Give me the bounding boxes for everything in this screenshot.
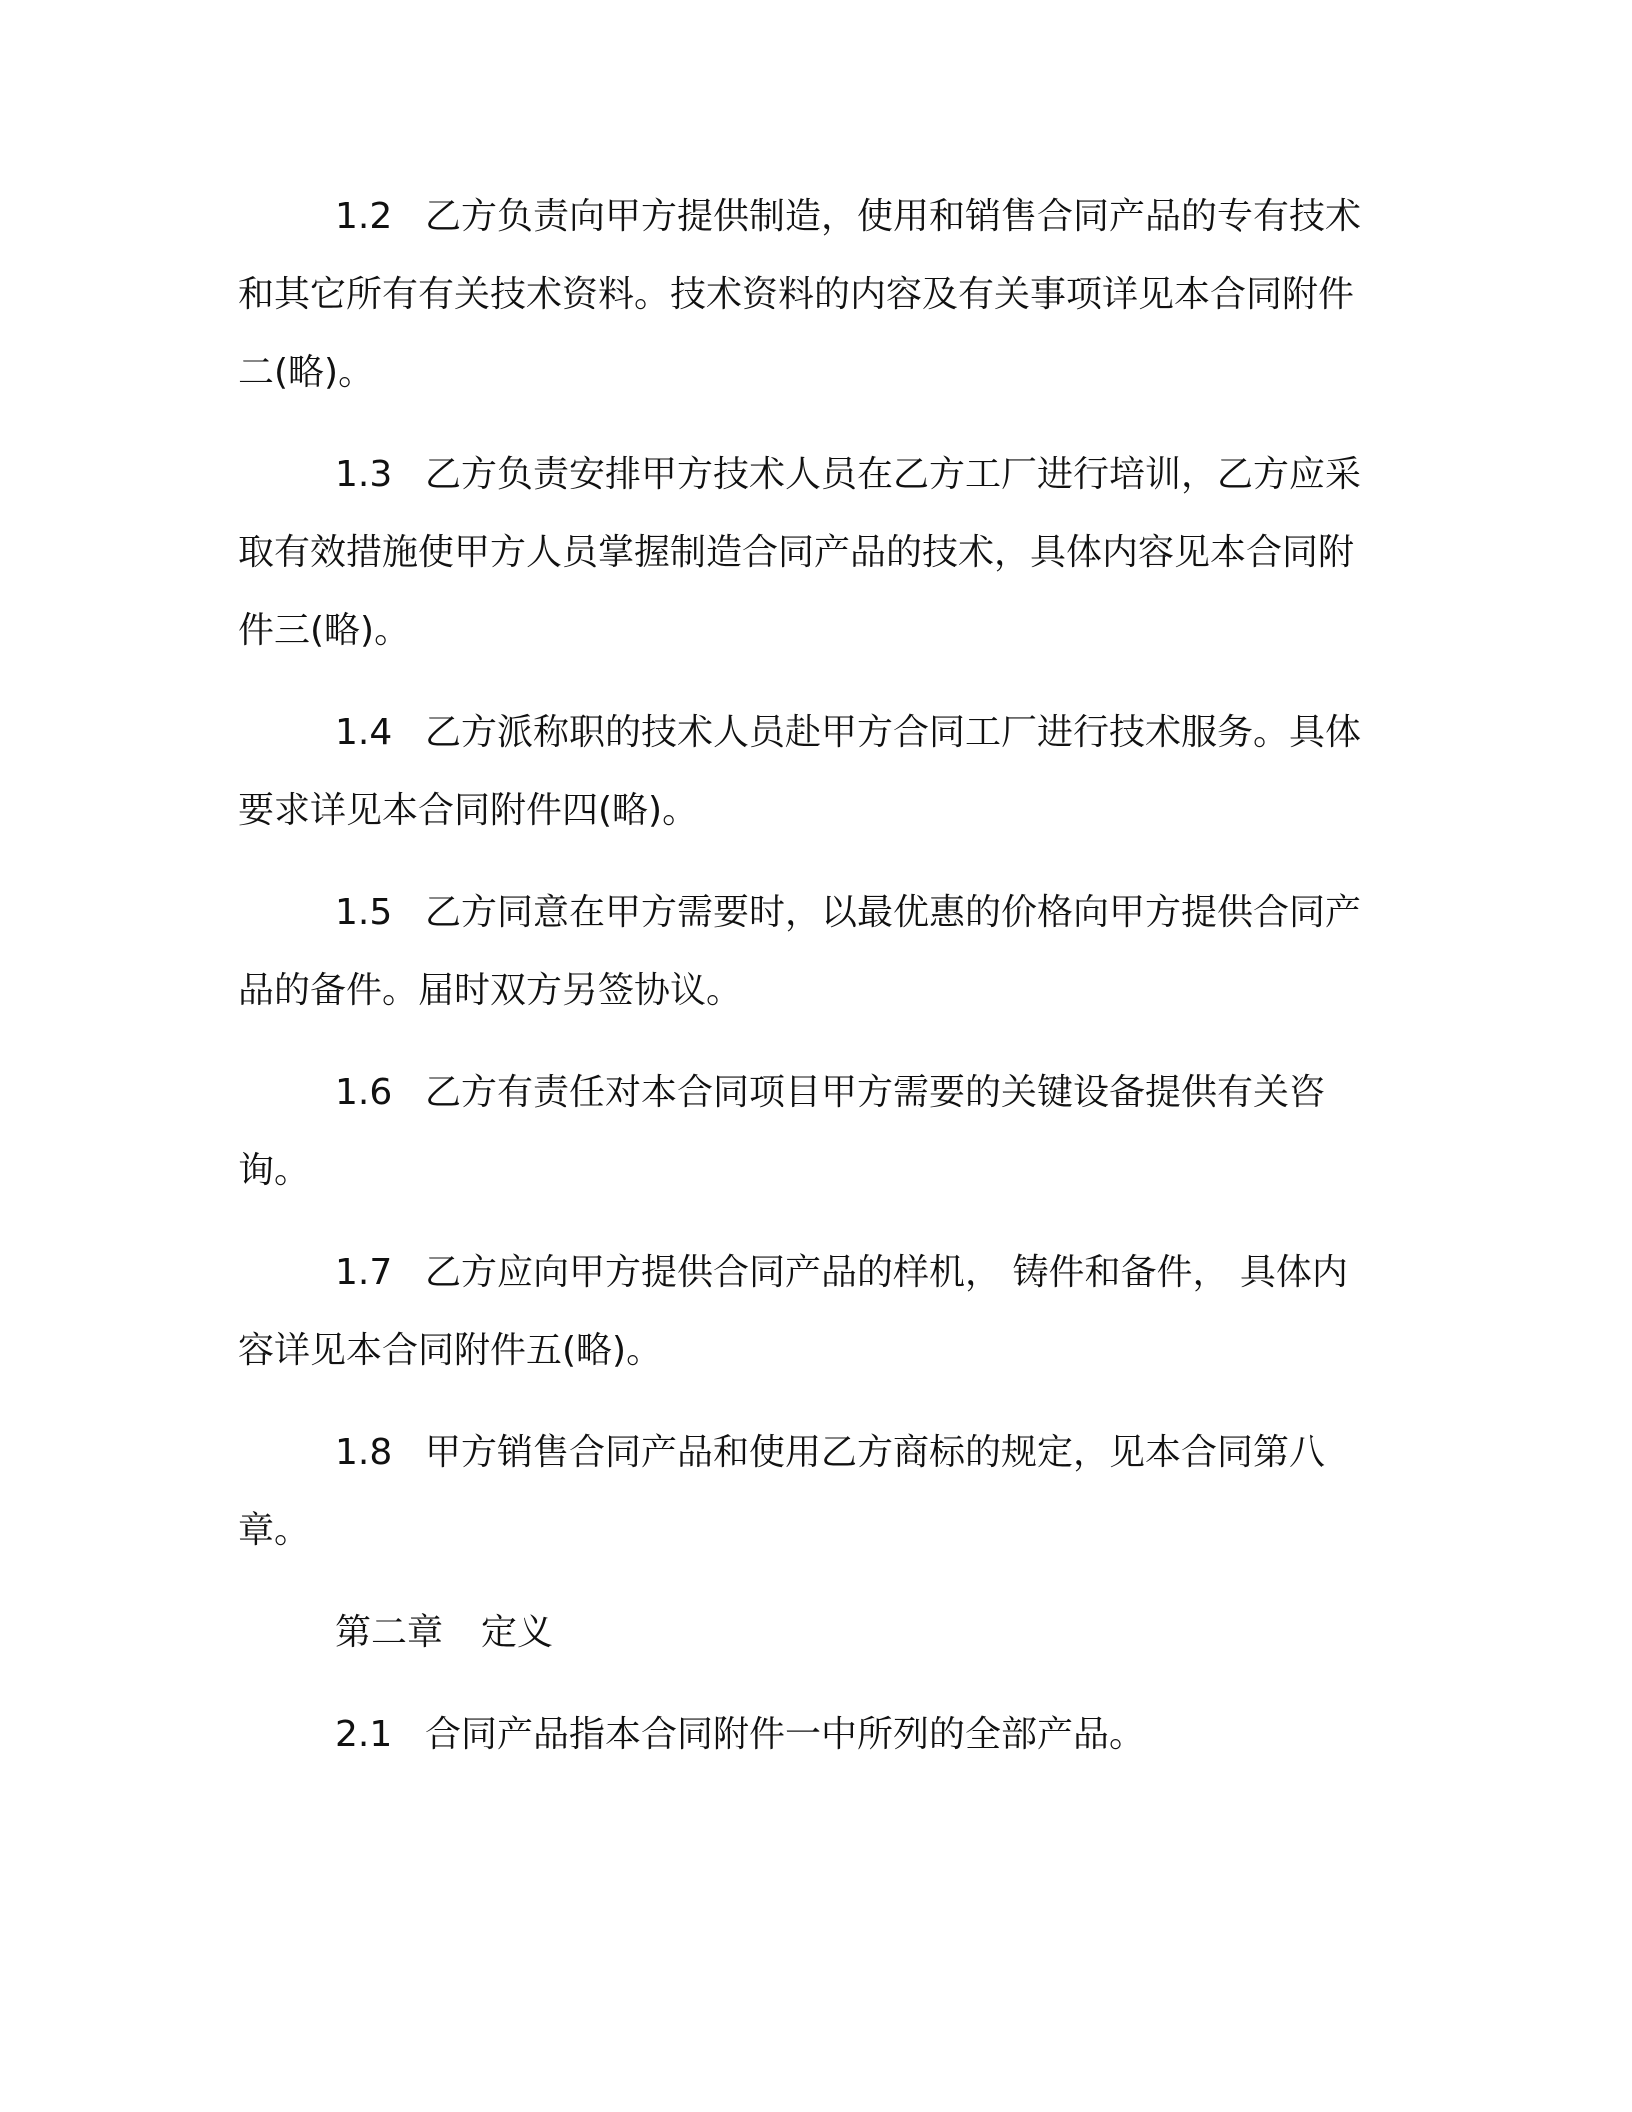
clause-number: 1.8: [335, 1432, 393, 1473]
clause-number: 1.5: [335, 892, 393, 933]
clause-2-1: [238, 1696, 1368, 1774]
clause-1-2: [238, 178, 1368, 412]
clause-1-3: [238, 436, 1368, 670]
clause-text: 乙方有责任对本合同项目甲方需要的关键设备提供有关咨询。: [238, 1072, 1326, 1191]
clause-text: 乙方负责向甲方提供制造，使用和销售合同产品的专有技术和其它所有有关技术资料。技术资料的内容及有关事项详见本合同附件二(略)。: [238, 196, 1362, 393]
clause-number: 1.2: [335, 196, 393, 237]
clause-text: 乙方派称职的技术人员赴甲方合同工厂进行技术服务。具体要求详见本合同附件四(略)。: [238, 712, 1362, 831]
clause-number: 2.1: [335, 1714, 393, 1755]
chapter-title: 定义: [481, 1612, 554, 1653]
clause-text: 乙方应向甲方提供合同产品的样机， 铸件和备件， 具体内容详见本合同附件五(略)。: [238, 1252, 1348, 1371]
clause-text: 乙方负责安排甲方技术人员在乙方工厂进行培训，乙方应采取有效措施使甲方人员掌握制造合同产品的技术，具体内容见本合同附件三(略)。: [238, 454, 1362, 651]
clause-1-4: [238, 694, 1368, 850]
clause-number: 1.7: [335, 1252, 393, 1293]
clause-1-7: [238, 1234, 1368, 1390]
chapter-number: 第二章: [335, 1612, 444, 1653]
clause-text: 合同产品指本合同附件一中所列的全部产品。: [425, 1714, 1146, 1755]
chapter-heading: [335, 1594, 553, 1672]
clause-number: 1.4: [335, 712, 393, 753]
clause-text: 乙方同意在甲方需要时，以最优惠的价格向甲方提供合同产品的备件。届时双方另签协议。: [238, 892, 1362, 1011]
clause-number: 1.3: [335, 454, 393, 495]
clause-number: 1.6: [335, 1072, 393, 1113]
clause-1-5: [238, 874, 1368, 1030]
clause-1-6: [238, 1054, 1368, 1210]
clause-text: 甲方销售合同产品和使用乙方商标的规定，见本合同第八章。: [238, 1432, 1326, 1551]
clause-1-8: [238, 1414, 1368, 1570]
